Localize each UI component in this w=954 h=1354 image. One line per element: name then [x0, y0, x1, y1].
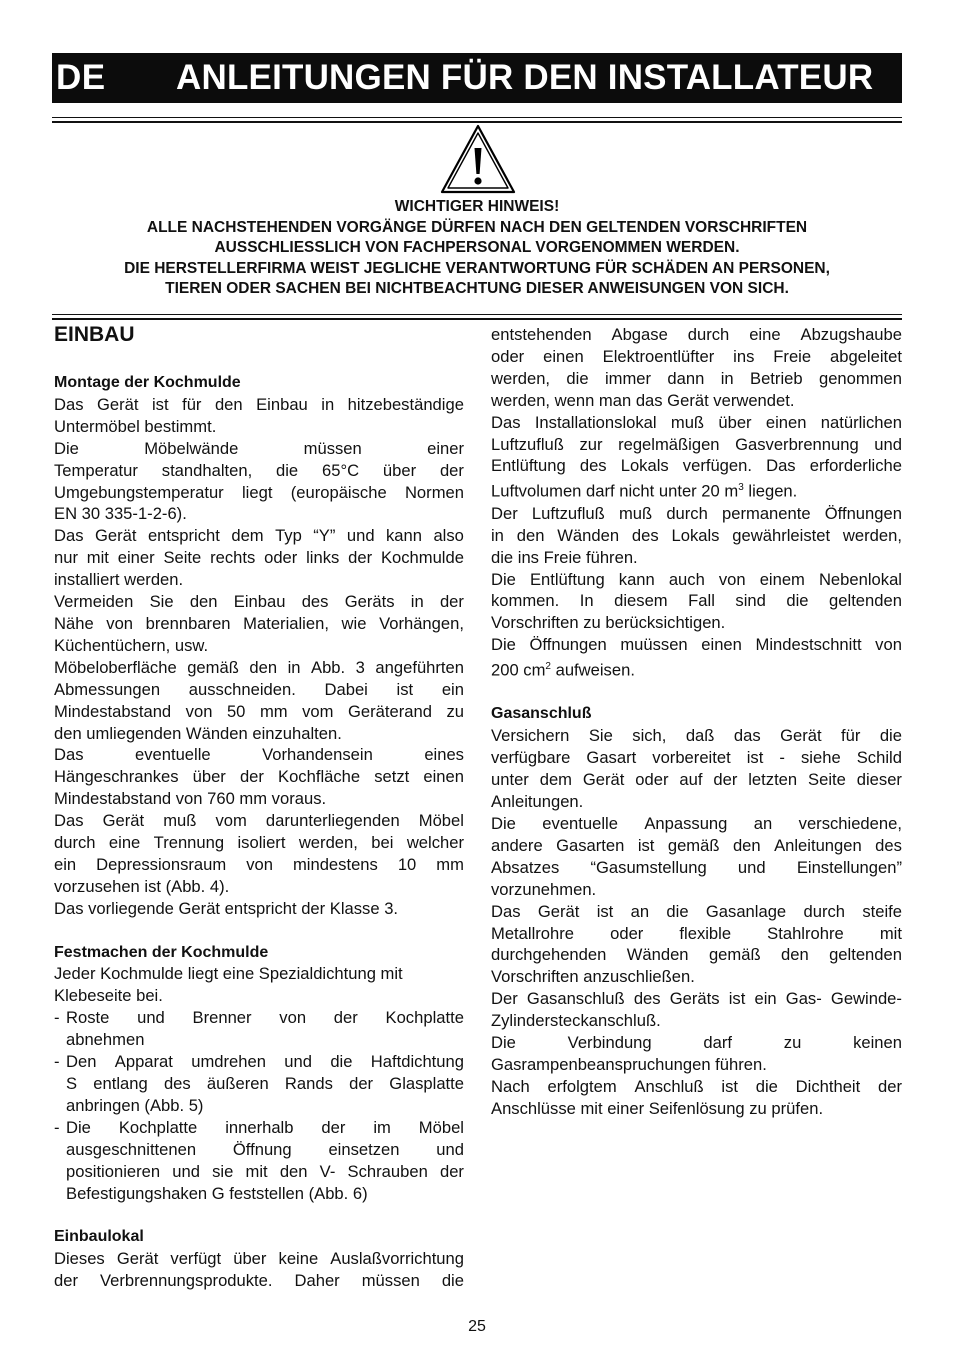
text-line: Anleitungen.: [491, 792, 584, 812]
text-line: Befestigungshaken G feststellen (Abb. 6): [66, 1183, 368, 1203]
subheading-festmachen: Festmachen der Kochmulde: [54, 943, 269, 961]
text-line: Vorschriften zu berücksichtigen.: [491, 613, 726, 633]
text-line: die ins Freie führen.: [491, 547, 638, 567]
text-line: andere Gasarten ist gemäß den Anleitungen des: [491, 835, 902, 855]
text-line: Klebeseite bei.: [54, 986, 163, 1006]
text-line: Dieses Gerät verfügt über keine Auslaßvorrichtung: [54, 1249, 464, 1269]
text-line: kommen. In diesem Fall sind die geltenden: [491, 591, 902, 611]
safety-notice: [52, 197, 902, 300]
text-line: verfügbare Gasart vorbereitet ist - siehe Schild: [491, 748, 902, 768]
text-line-area: [491, 656, 902, 681]
volume-text: Luftvolumen darf nicht unter 20 m: [491, 481, 739, 501]
text-line: durchgehenden Wänden gemäß den geltenden: [491, 945, 902, 965]
paragraph-gap: [54, 1204, 464, 1226]
area-text: 200 cm: [491, 660, 546, 680]
subheading-einbaulokal: Einbaulokal: [54, 1228, 144, 1246]
list-dash: -: [54, 1117, 60, 1137]
subheading-montage: Montage der Kochmulde: [54, 374, 241, 391]
text-line: Anschlüsse mit einer Seifenlösung zu prüfen.: [491, 1098, 824, 1118]
text-line: Vermeiden Sie den Einbau des Geräts in der: [54, 592, 464, 612]
text-line: entstehenden Abgase durch eine Abzugshaube: [491, 325, 902, 344]
text-line: oder einen Elektroentlüfter ins Freie abgeleitet: [491, 346, 902, 366]
text-line: Der Gasanschluß des Geräts ist ein Gas- Gewinde-: [491, 989, 902, 1009]
text-line: Das Gerät ist für den Einbau in hitzebeständige: [54, 394, 464, 414]
right-column: [491, 324, 902, 1120]
text-line: Versichern Sie sich, daß das Gerät für die: [491, 726, 902, 746]
notice-line: AUSSCHLIESSLICH VON FACHPERSONAL VORGENOMMEN WERDEN.: [214, 239, 740, 256]
text-line: Das eventuelle Vorhandensein eines: [54, 745, 464, 765]
text-line: Mindestabstand von 50 mm vom Geräterand zu: [54, 701, 464, 721]
left-column: [54, 321, 464, 1292]
text-line: Abmessungen ausschneiden. Dabei ist ein: [54, 679, 464, 699]
paragraph-gap: [54, 920, 464, 942]
text-line: Entlüftung des Lokals verfügen. Das erforderliche: [491, 456, 902, 476]
divider-top-thick: [52, 121, 902, 123]
text-line: vorzunehmen.: [491, 879, 597, 899]
text-line: den umliegenden Wänden einzuhalten.: [54, 723, 342, 743]
text-line: Das Installationslokal muß über einen natürlichen: [491, 412, 902, 432]
text-line: abnehmen: [66, 1030, 145, 1050]
list-item: [54, 1051, 464, 1117]
text-line: Das Gerät entspricht dem Typ “Y” und kann also: [54, 526, 464, 546]
text-line: Gasrampenbeanspruchungen führen.: [491, 1054, 767, 1074]
notice-line: DIE HERSTELLERFIRMA WEIST JEGLICHE VERANTWORTUNG FÜR SCHÄDEN AN PERSONEN,: [124, 259, 830, 277]
text-line: der Verbrennungsprodukte. Daher müssen die: [54, 1271, 464, 1291]
text-line: nur mit einer Seite rechts oder links der Kochmulde: [54, 548, 464, 568]
text-line: installiert werden.: [54, 570, 184, 590]
superscript-2: 2: [545, 661, 551, 673]
text-line: Den Apparat umdrehen und die Haftdichtung: [66, 1052, 464, 1072]
text-line: in den Wänden des Lokals gewährleistet werden,: [491, 525, 902, 545]
text-line: S entlang des äußeren Rands der Glasplatte: [66, 1073, 464, 1093]
text-line: anbringen (Abb. 5): [66, 1095, 204, 1115]
list-dash: -: [54, 1052, 60, 1072]
language-code: DE: [56, 58, 106, 97]
text-line: Die Öffnungen muüssen einen Mindestschnitt von: [491, 635, 902, 655]
text-line: durch eine Trennung isoliert werden, bei welcher: [54, 833, 464, 853]
text-line: Nach erfolgtem Anschluß ist die Dichtheit der: [491, 1076, 902, 1096]
text-line: Absatzes “Gasumstellung und Einstellungen”: [491, 857, 902, 877]
divider-notice-thick: [52, 318, 902, 320]
page-number: 25: [468, 1318, 486, 1335]
superscript-3: 3: [738, 482, 744, 494]
warning-triangle-icon: [440, 124, 516, 194]
paragraph-gap: [491, 682, 902, 704]
divider-notice-thin: [52, 314, 902, 315]
text-line: Die Entlüftung kann auch von einem Nebenlokal: [491, 569, 902, 589]
text-line: Das vorliegende Gerät entspricht der Klasse 3.: [54, 898, 399, 918]
notice-line: ALLE NACHSTEHENDEN VORGÄNGE DÜRFEN NACH DEN GELTENDEN VORSCHRIFTEN: [146, 218, 808, 236]
text-line: EN 30 335-1-2-6).: [54, 504, 187, 524]
text-line: Roste und Brenner von der Kochplatte: [66, 1008, 464, 1028]
divider-top-thin: [52, 117, 902, 118]
text-line: Zylindersteckanschluß.: [491, 1011, 661, 1031]
list-item: [54, 1007, 464, 1051]
text-line: ein Depressionsraum von mindestens 10 mm: [54, 854, 464, 874]
section-title-einbau: EINBAU: [54, 323, 135, 346]
title-bar: [52, 53, 902, 103]
list-item: [54, 1117, 464, 1205]
text-line: Metallrohre oder flexible Stahlrohre mit: [491, 923, 902, 943]
text-line: werden, die immer dann in Betrieb genommen: [491, 368, 902, 388]
text-line: Umgebungstemperatur liegt (europäische Normen: [54, 482, 464, 502]
text-line: vorzusehen ist (Abb. 4).: [54, 876, 230, 896]
text-line: Nähe von brennbaren Materialien, wie Vorhängen,: [54, 613, 464, 633]
text-line: Die eventuelle Anpassung an verschiedene,: [491, 813, 902, 833]
text-line-volume: [491, 477, 902, 502]
text-line: Das Gerät ist an die Gasanlage durch steife: [491, 901, 902, 921]
subheading-gasanschluss: Gasanschluß: [491, 705, 592, 723]
text-line: Temperatur standhalten, die 65°C über der: [54, 460, 464, 480]
text-line: Vorschriften anzuschließen.: [491, 967, 695, 987]
text-line: Jeder Kochmulde liegt eine Spezialdichtung mit: [54, 964, 403, 984]
notice-line: WICHTIGER HINWEIS!: [394, 198, 560, 215]
volume-text-end: liegen.: [743, 481, 798, 501]
list-dash: -: [54, 1008, 60, 1028]
text-line: unter dem Gerät oder auf der letzten Seite dieser: [491, 770, 902, 790]
text-line: positionieren und sie mit den V- Schrauben der: [66, 1161, 464, 1181]
text-line: Hängeschrankes über der Kochfläche setzt einen: [54, 767, 464, 787]
text-line: Das Gerät muß vom darunterliegenden Möbel: [54, 811, 464, 831]
text-line: ausgeschnittenen Öffnung einsetzen und: [66, 1139, 464, 1159]
text-line: Die Kochplatte innerhalb der im Möbel: [66, 1117, 464, 1137]
text-line: Die Verbindung darf zu keinen: [491, 1033, 902, 1053]
text-line: werden, wenn man das Gerät verwendet.: [491, 390, 795, 410]
text-line: Luftzufluß zur regelmäßigen Gasverbrennung und: [491, 434, 902, 454]
page-title: ANLEITUNGEN FÜR DEN INSTALLATEUR: [176, 58, 874, 97]
notice-line: TIEREN ODER SACHEN BEI NICHTBEACHTUNG DIESER ANWEISUNGEN VON SICH.: [165, 280, 789, 297]
text-line: Möbeloberfläche gemäß den in Abb. 3 angeführten: [54, 657, 464, 677]
text-line: Untermöbel bestimmt.: [54, 416, 217, 436]
text-line: Mindestabstand von 760 mm voraus.: [54, 789, 327, 809]
text-line: Die Möbelwände müssen einer: [54, 438, 464, 458]
area-text-end: aufweisen.: [550, 660, 635, 680]
text-line: Der Luftzufluß muß durch permanente Öffnungen: [491, 503, 902, 523]
text-line: Küchentüchern, usw.: [54, 635, 209, 655]
